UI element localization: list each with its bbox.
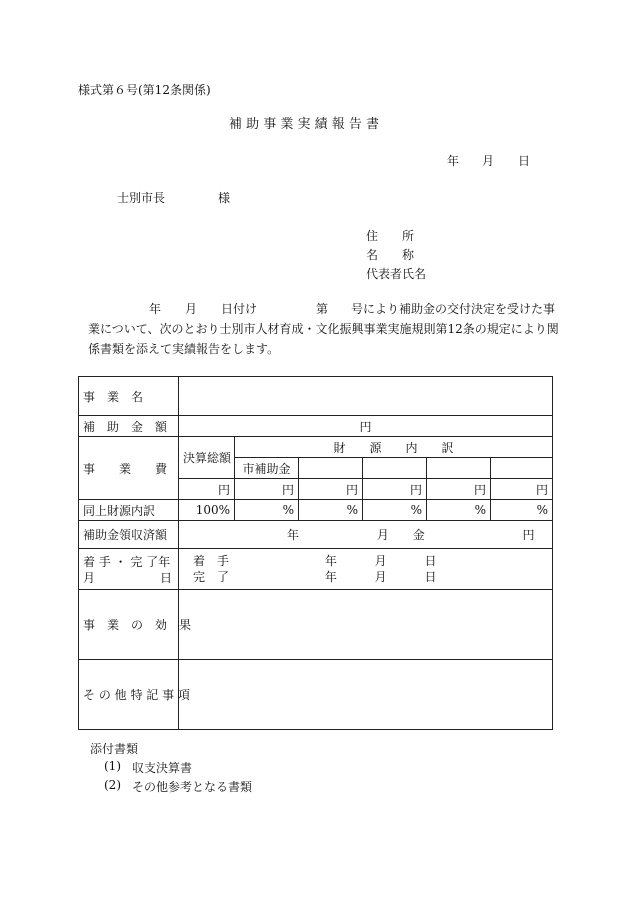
field-sonota[interactable] (179, 660, 553, 730)
row-jigyoumei (79, 377, 553, 416)
pct-5[interactable]: % (491, 500, 553, 521)
field-hojokingaku[interactable] (179, 416, 553, 437)
label-sonota: そ の 他 特 記 事 項 (79, 660, 179, 730)
pct-100: 100% (179, 500, 235, 521)
attachment-1-text: 収支決算書 (132, 761, 193, 775)
label-jigyouhi: 事 業 費 (79, 437, 179, 500)
report-table (78, 376, 553, 730)
row-jigyouhi-1 (79, 437, 553, 458)
label-hojokingaku: 補 助 金 額 (79, 416, 179, 437)
label-chakushu: 着 手 ・ 完 了年 月 日 (79, 549, 179, 590)
addressee-honorific: 様 (218, 191, 231, 205)
row-sonota (79, 660, 553, 730)
attachments-heading: 添付書類 (90, 742, 139, 756)
field-zaigen-5[interactable] (491, 458, 553, 479)
field-zaigen-3[interactable] (363, 458, 427, 479)
pct-4[interactable]: % (427, 500, 491, 521)
body-year: 年 (149, 302, 162, 316)
label-kessan: 決算総額 (179, 437, 235, 479)
body-text-1: 号により補助金の交付決定を受けた事 (351, 302, 556, 316)
ryoshu-yen: 円 (522, 528, 535, 542)
ryoshu-kin: 金 (412, 528, 425, 542)
yen-3[interactable]: 円 (363, 479, 427, 500)
label-dojo: 同上財源内訳 (79, 500, 179, 521)
pct-3[interactable]: % (363, 500, 427, 521)
attachment-1-no: (1) (104, 759, 121, 773)
yen-2[interactable]: 円 (299, 479, 363, 500)
field-chakushu[interactable]: 着 手 年 月 日 完 了 年 月 日 (179, 549, 553, 590)
body-month: 月 (185, 302, 198, 316)
pct-1[interactable]: % (235, 500, 299, 521)
yen-1[interactable]: 円 (235, 479, 299, 500)
body-text-2: 業について、次のとおり士別市人材育成・文化振興事業実施規則第12条の規定により関 (88, 322, 559, 336)
field-zaigen-4[interactable] (427, 458, 491, 479)
applicant-address-label: 住 所 (366, 229, 415, 243)
field-kouka[interactable] (179, 590, 553, 660)
date-day: 日 (518, 154, 531, 168)
ryoshu-month: 月 (376, 528, 389, 542)
document-title: 補 助 事 業 実 績 報 告 書 (229, 117, 380, 132)
form-number: 様式第６号(第12条関係) (78, 83, 211, 97)
attachment-2-no: (2) (104, 778, 121, 792)
row-ryoshu (79, 521, 553, 549)
row-hojokingaku (79, 416, 553, 437)
date-year: 年 (447, 154, 460, 168)
row-dojo (79, 500, 553, 521)
body-dai: 第 (316, 302, 329, 316)
applicant-name-label: 名 称 (366, 248, 415, 262)
ryoshu-year: 年 (287, 528, 300, 542)
body-text-3: 係書類を添えて実績報告をします。 (88, 342, 280, 356)
row-chakushu (79, 549, 553, 590)
attachment-2-text: その他参考となる書類 (132, 780, 253, 794)
field-jigyoumei[interactable] (179, 377, 553, 416)
label-shihojokin: 市補助金 (235, 458, 299, 479)
label-zaigen: 財 源 内 訳 (235, 437, 553, 458)
date-month: 月 (482, 154, 495, 168)
yen-unit: 円 (359, 419, 372, 434)
label-ryoshu: 補助金領収済額 (79, 521, 179, 549)
pct-2[interactable]: % (299, 500, 363, 521)
kanryo-label: 完 了 (193, 570, 230, 584)
chakushu-label: 着 手 (193, 554, 230, 568)
yen-4[interactable]: 円 (427, 479, 491, 500)
yen-kessan[interactable]: 円 (179, 479, 235, 500)
row-kouka (79, 590, 553, 660)
addressee-name: 士別市長 (117, 191, 166, 205)
body-day-of: 日付け (221, 302, 258, 316)
field-zaigen-2[interactable] (299, 458, 363, 479)
label-kouka: 事 業 の 効 果 (79, 590, 179, 660)
applicant-rep-label: 代表者氏名 (366, 267, 427, 281)
field-ryoshu[interactable] (179, 521, 553, 549)
label-jigyoumei: 事 業 名 (79, 377, 179, 416)
yen-5[interactable]: 円 (491, 479, 553, 500)
